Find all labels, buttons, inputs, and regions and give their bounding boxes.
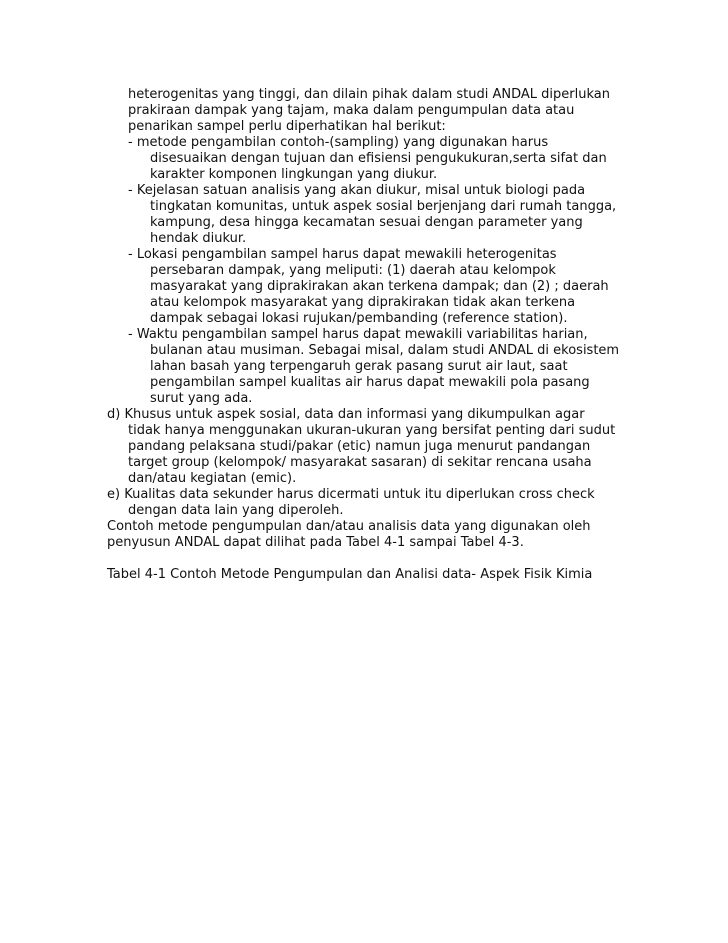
intro-line: prakiraan dampak yang tajam, maka dalam pengumpulan data atau [128,103,575,118]
intro-line: penarikan sampel perlu diperhatikan hal berikut: [128,119,446,134]
bullet-analysis-unit: - Kejelasan satuan analisis yang akan diukur, misal untuk biologi pada [128,183,586,198]
bullet-continuation: disesuaikan dengan tujuan dan efisiensi pengukukuran,serta sifat dan [150,151,607,166]
bullet-continuation: hendak diukur. [150,231,247,246]
list-item-continuation: tidak hanya menggunakan ukuran-ukuran yang bersifat penting dari sudut [128,423,616,438]
table-caption: Tabel 4-1 Contoh Metode Pengumpulan dan Analisi data- Aspek Fisik Kimia [107,567,593,582]
bullet-continuation: lahan basah yang terpengaruh gerak pasang surut air laut, saat [150,359,568,374]
list-item-continuation: dengan data lain yang diperoleh. [128,503,344,518]
bullet-continuation: bulanan atau musiman. Sebagai misal, dalam studi ANDAL di ekosistem [150,343,620,358]
bullet-sampling-location: - Lokasi pengambilan sampel harus dapat mewakili heterogenitas [128,247,557,262]
bullet-sampling-time: - Waktu pengambilan sampel harus dapat mewakili variabilitas harian, [128,327,588,342]
bullet-continuation: dampak sebagai lokasi rujukan/pembanding (reference station). [150,311,568,326]
bullet-continuation: kampung, desa hingga kecamatan sesuai dengan parameter yang [150,215,583,230]
list-item-continuation: target group (kelompok/ masyarakat sasaran) di sekitar rencana usaha [128,455,592,470]
list-item-continuation: dan/atau kegiatan (emic). [128,471,297,486]
bullet-continuation: pengambilan sampel kualitas air harus dapat mewakili pola pasang [150,375,590,390]
list-item-continuation: pandang pelaksana studi/pakar (etic) namun juga menurut pandangan [128,439,591,454]
closing-paragraph-line: penyusun ANDAL dapat dilihat pada Tabel 4-1 sampai Tabel 4-3. [107,535,524,550]
bullet-continuation: persebaran dampak, yang meliputi: (1) daerah atau kelompok [150,263,556,278]
bullet-continuation: tingkatan komunitas, untuk aspek sosial berjenjang dari rumah tangga, [150,199,617,214]
bullet-continuation: surut yang ada. [150,391,253,406]
bullet-continuation: atau kelompok masyarakat yang diprakirakan tidak akan terkena [150,295,576,310]
bullet-sampling-method: - metode pengambilan contoh-(sampling) yang digunakan harus [128,135,549,150]
list-item-e: e) Kualitas data sekunder harus dicermati untuk itu diperlukan cross check [107,487,595,502]
bullet-continuation: karakter komponen lingkungan yang diukur. [150,167,438,182]
bullet-continuation: masyarakat yang diprakirakan akan terkena dampak; dan (2) ; daerah [150,279,609,294]
intro-line: heterogenitas yang tinggi, dan dilain pihak dalam studi ANDAL diperlukan [128,87,610,102]
closing-paragraph-line: Contoh metode pengumpulan dan/atau analisis data yang digunakan oleh [107,519,591,534]
list-item-d: d) Khusus untuk aspek sosial, data dan informasi yang dikumpulkan agar [107,407,585,422]
